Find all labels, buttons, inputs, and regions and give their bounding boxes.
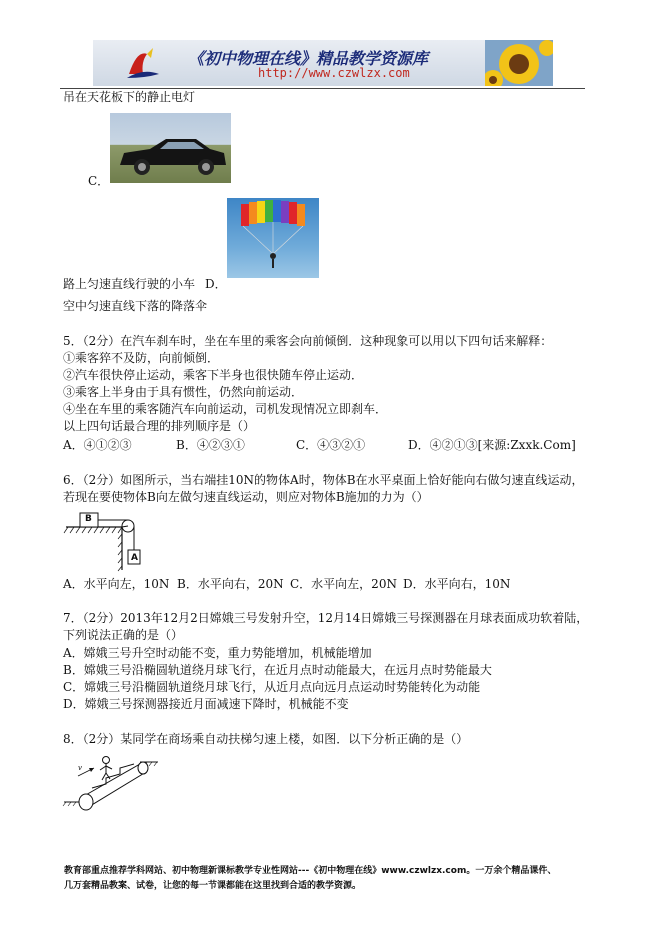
q6-stem-line2: 若现在要使物体B向左做匀速直线运动，则应对物体B施加的力为（） [63, 490, 429, 504]
q5-item-4: ④坐在车里的乘客随汽车向前运动，司机发现情况立即刹车． [63, 402, 388, 416]
block-a-label: A [131, 553, 138, 563]
escalator-diagram [62, 750, 162, 816]
block-b-label: B [85, 514, 92, 524]
q7-option-b[interactable]: B．嫦娥三号沿椭圆轨道绕月球飞行，在近月点时动能最大，在远月点时势能最大 [63, 663, 492, 677]
q6-option-b[interactable]: B．水平向右，20N [177, 577, 284, 591]
option-d-letter: D． [205, 277, 227, 291]
q6-option-a[interactable]: A．水平向左，10N [63, 577, 170, 591]
banner-url[interactable]: http://www.czwlzx.com [258, 66, 410, 80]
q7-stem-line1: 7．（2分）2013年12月2日嫦娥三号发射升空，12月14日嫦娥三号探测器在月球表面成功软着陆， [63, 611, 589, 625]
parachute-image [227, 198, 319, 278]
q5-option-a[interactable]: A．④①②③ [63, 438, 132, 452]
option-b-caption: 吊在天花板下的静止电灯 [63, 90, 196, 104]
option-c-letter: C． [88, 174, 110, 188]
car-icon [110, 113, 231, 183]
header-banner [93, 40, 553, 86]
page-footer [64, 864, 604, 894]
q7-option-d[interactable]: D．嫦娥三号探测器接近月面减速下降时，机械能不变 [63, 697, 349, 711]
banner-title: 《初中物理在线》精品教学资源库 [188, 49, 429, 68]
q5-option-d[interactable]: D．④②①③[来源:Zxxk.Com] [408, 438, 576, 452]
q7-option-c[interactable]: C．嫦娥三号沿椭圆轨道绕月球飞行，从近月点向远月点运动时势能转化为动能 [63, 680, 481, 694]
q6-option-c[interactable]: C．水平向左，20N [290, 577, 397, 591]
q5-stem: 5．（2分）在汽车刹车时，坐在车里的乘客会向前倾倒．这种现象可以用以下四句话来解释： [63, 334, 553, 348]
car-image [110, 113, 231, 183]
velocity-label: v [78, 764, 82, 772]
q5-option-c[interactable]: C．④③②① [296, 438, 366, 452]
sunflower-image [485, 40, 553, 86]
q5-item-3: ③乘客上半身由于具有惯性，仍然向前运动． [63, 385, 304, 399]
parachute-caption: 空中匀速直线下落的降落伞 [63, 299, 208, 313]
site-logo [123, 44, 163, 82]
car-caption: 路上匀速直线行驶的小车 [63, 277, 196, 291]
parachute-icon [227, 198, 319, 278]
q6-option-d[interactable]: D．水平向右，10N [403, 577, 511, 591]
q5-item-2: ②汽车很快停止运动，乘客下半身也很快随车停止运动． [63, 368, 364, 382]
q5-option-b[interactable]: B．④②③① [176, 438, 245, 452]
q8-stem: 8．（2分）某同学在商场乘自动扶梯匀速上楼，如图．以下分析正确的是（） [63, 732, 469, 746]
footer-line-1: 教育部重点推荐学科网站、初中物理新课标教学专业性网站---《初中物理在线》www.czwlzx.com。一万余个精品课件、 [64, 866, 557, 876]
q5-item-1: ①乘客猝不及防，向前倾倒． [63, 351, 220, 365]
q6-stem-line1: 6．（2分）如图所示，当右端挂10N的物体A时，物体B在水平桌面上恰好能向右做匀速直线运动， [63, 473, 584, 487]
q7-stem-line2: 下列说法正确的是（） [63, 628, 184, 642]
q5-prompt: 以上四句话最合理的排列顺序是（） [63, 419, 256, 433]
q7-option-a[interactable]: A．嫦娥三号升空时动能不变，重力势能增加，机械能增加 [63, 646, 372, 660]
pulley-diagram [62, 508, 162, 572]
footer-line-2: 几万套精品教案、试卷，让您的每一节课都能在这里找到合适的教学资源。 [64, 881, 362, 891]
